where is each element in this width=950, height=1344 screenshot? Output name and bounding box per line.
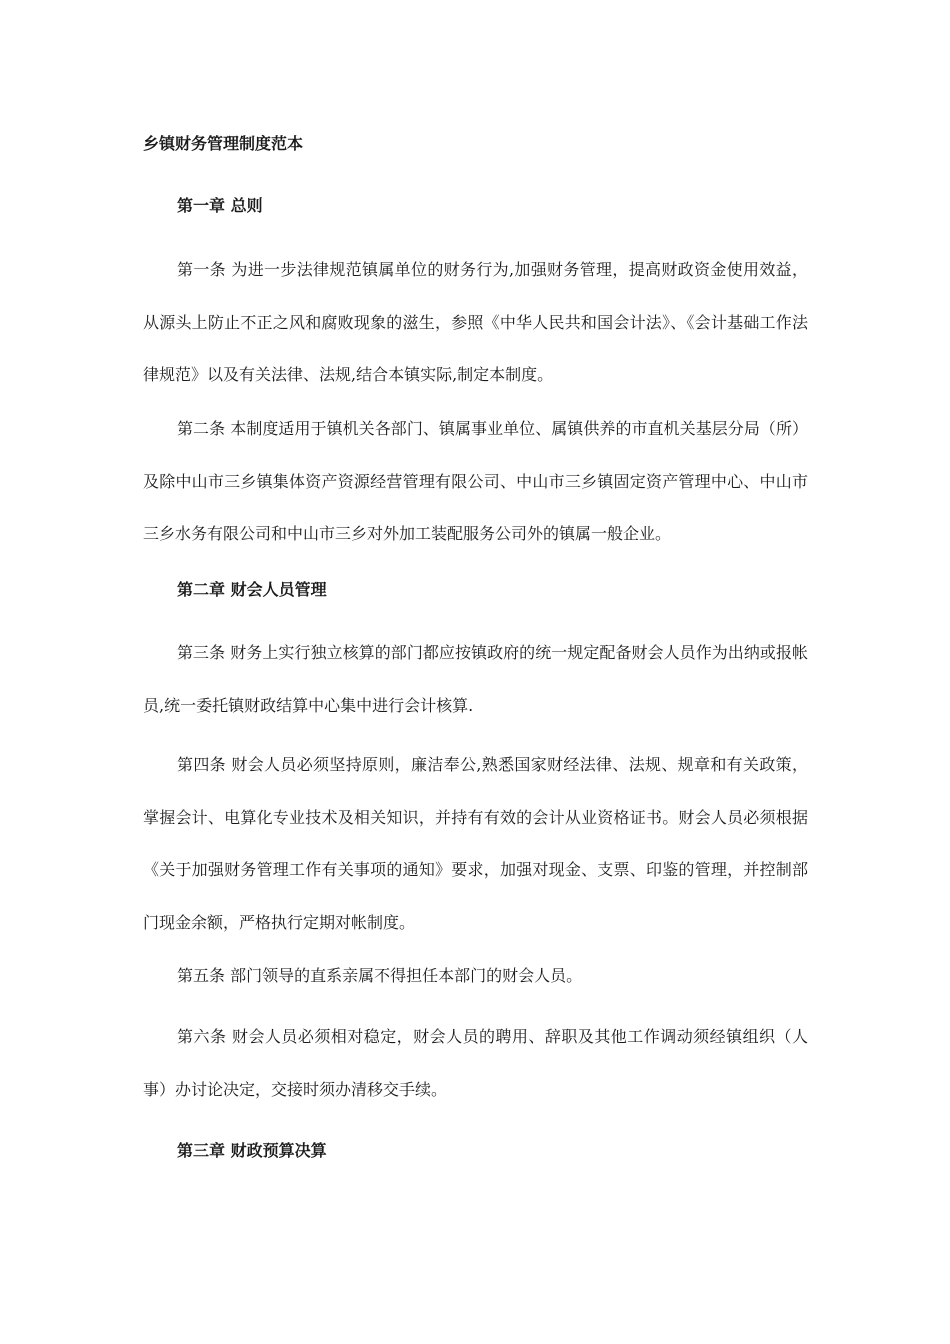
- chapter-heading-3: 第三章 财政预算决算: [177, 1141, 327, 1160]
- article-3: 第三条 财务上实行独立核算的部门都应按镇政府的统一规定配备财会人员作为出纳或报帐员,统一委托镇财政结算中心集中进行会计核算.: [143, 643, 808, 715]
- article-2: 第二条 本制度适用于镇机关各部门、镇属事业单位、属镇供养的市直机关基层分局（所）及除中山市三乡镇集体资产资源经营管理有限公司、中山市三乡镇固定资产管理中心、中山市三乡水务有限公司和中山市三乡对外加工装配服务公司外的镇属一般企业。: [143, 419, 808, 543]
- article-4: 第四条 财会人员必须坚持原则，廉洁奉公,熟悉国家财经法律、法规、规章和有关政策，掌握会计、电算化专业技术及相关知识，并持有有效的会计从业资格证书。财会人员必须根据《关于加强财务管理工作有关事项的通知》要求，加强对现金、支票、印鉴的管理，并控制部门现金余额，严格执行定期对帐制度。: [143, 755, 808, 932]
- article-1: 第一条 为进一步法律规范镇属单位的财务行为,加强财务管理，提高财政资金使用效益，从源头上防止不正之风和腐败现象的滋生，参照《中华人民共和国会计法》、《会计基础工作法律规范》以及有关法律、法规,结合本镇实际,制定本制度。: [143, 260, 808, 384]
- chapter-heading-1: 第一章 总则: [177, 196, 263, 215]
- chapter-heading-2: 第二章 财会人员管理: [177, 580, 327, 599]
- document-title: 乡镇财务管理制度范本: [143, 134, 304, 153]
- article-6: 第六条 财会人员必须相对稳定，财会人员的聘用、辞职及其他工作调动须经镇组织（人事）办讨论决定，交接时须办清移交手续。: [143, 1027, 808, 1099]
- article-5: 第五条 部门领导的直系亲属不得担任本部门的财会人员。: [177, 966, 583, 985]
